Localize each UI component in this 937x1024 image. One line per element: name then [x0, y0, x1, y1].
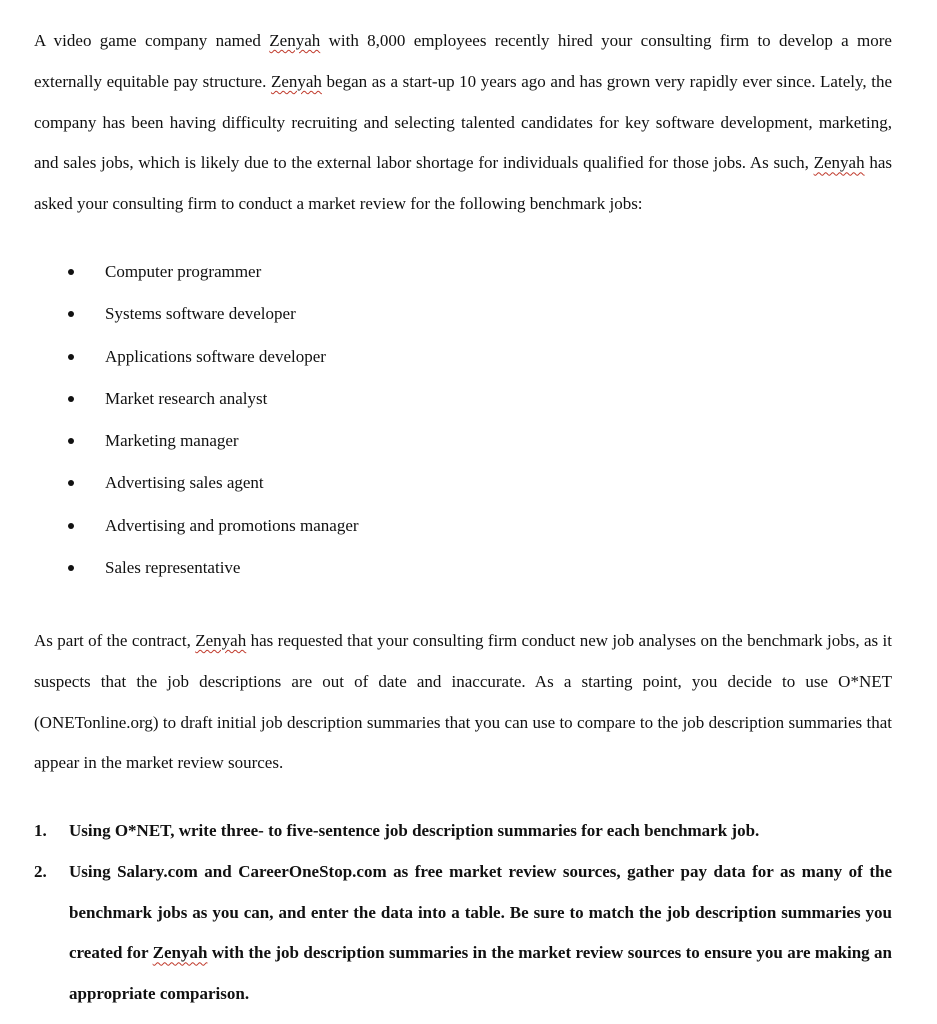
- intro-text-1: A video game company named: [34, 31, 270, 50]
- job-title: Market research analyst: [105, 388, 268, 408]
- job-title: Systems software developer: [105, 304, 296, 324]
- question-number: 1.: [34, 821, 47, 840]
- job-title: Applications software developer: [105, 346, 326, 366]
- list-item: [0, 550, 359, 592]
- list-item: [0, 339, 359, 381]
- bullet-icon: [68, 480, 74, 486]
- list-item: [0, 254, 359, 296]
- intro-text-2: with 8,000 employees recently hired your consulting firm to develop a more externally equitable pay structure.: [34, 31, 892, 91]
- job-title: Computer programmer: [105, 262, 262, 281]
- job-title: Advertising and promotions manager: [105, 515, 359, 535]
- question-item: [0, 852, 892, 1015]
- bullet-icon: [68, 523, 74, 529]
- bullet-icon: [68, 438, 74, 444]
- bullet-icon: [68, 565, 74, 571]
- list-item: [0, 423, 359, 465]
- bullet-icon: [68, 269, 74, 275]
- questions-list: [0, 811, 892, 1015]
- question-text-1: Using Salary.com and CareerOneStop.com as free market review sources, gather pay data for as many of the benchmark jobs as you can, and enter the data into a table. Be sure to match the job description summaries you created for: [69, 861, 892, 963]
- intro-text-3: began as a start-up 10 years ago and has grown very rapidly ever since. Lately, the company has been having difficulty recruiting and selecting talented candidates for key software development, marketing, and sales jobs, which is likely due to the external labor shortage for individuals qualified for those jobs. As such,: [34, 71, 892, 173]
- job-title: Marketing manager: [105, 431, 239, 451]
- bullet-icon: [68, 354, 74, 360]
- contract-paragraph: [34, 621, 892, 784]
- list-item: [0, 508, 359, 550]
- bullet-icon: [68, 396, 74, 402]
- job-title: Sales representative: [105, 558, 241, 578]
- list-item: [0, 296, 359, 338]
- intro-text-4: has asked your consulting firm to conduct a market review for the following benchmark jobs:: [34, 153, 892, 214]
- company-name: Zenyah: [152, 943, 208, 963]
- question-text: Using O*NET, write three- to five-sentence job description summaries for each benchmark job.: [69, 821, 760, 840]
- question-item: [0, 811, 892, 852]
- bullet-icon: [68, 311, 74, 317]
- company-name: Zenyah: [270, 71, 322, 91]
- benchmark-jobs-list: [0, 254, 359, 592]
- question-text-2: with the job description summaries in the market review sources to ensure you are making an appropriate comparison.: [69, 943, 892, 1004]
- company-name: Zenyah: [195, 631, 247, 650]
- company-name: Zenyah: [813, 153, 865, 173]
- question-number: 2.: [34, 861, 47, 881]
- list-item: [0, 381, 359, 423]
- job-title: Advertising sales agent: [105, 473, 264, 493]
- contract-text-1: As part of the contract,: [34, 631, 196, 650]
- company-name: Zenyah: [269, 31, 321, 50]
- list-item: [0, 465, 359, 507]
- intro-paragraph: [34, 21, 892, 225]
- contract-text-2: has requested that your consulting firm conduct new job analyses on the benchmark jobs, as it suspects that the job descriptions are out of date and inaccurate. As a starting point, you decide to use O*NET (ONETonline.org) to draft initial job description summaries that you can use to compare to the job description summaries that appear in the market review sources.: [34, 631, 892, 773]
